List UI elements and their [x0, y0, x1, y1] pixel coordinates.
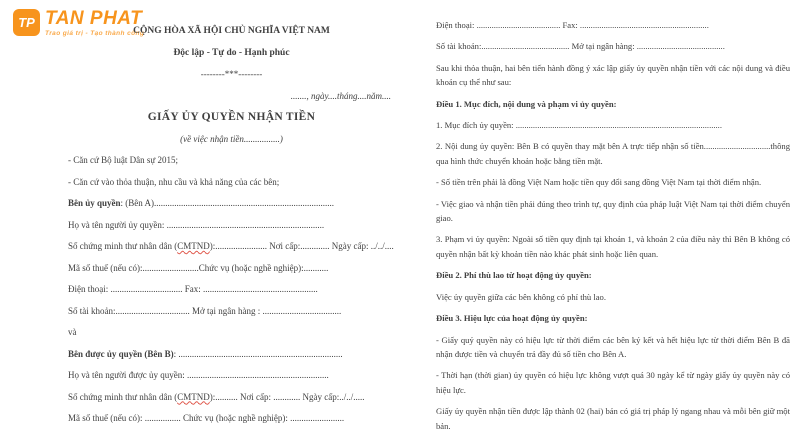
brand-name: TAN PHAT: [45, 8, 143, 29]
legal-ground-2: - Căn cứ vào thỏa thuận, nhu cầu và khả năng của các bên;: [68, 176, 280, 187]
id-fill: ):....................... Nơi cấp:............. Ngày cấp: ../../....: [209, 241, 394, 251]
article-2-body: Việc ủy quyền giữa các bên không có phí thù lao.: [436, 291, 606, 302]
header-divider: --------***--------: [200, 69, 263, 79]
party-b-id-line: [68, 387, 395, 409]
article-3-bullet-2: - Thời hạn (thời gian) ủy quyền có hiệu lực không vượt quá 30 ngày kể từ ngày giấy ủy quyền này có hiệu lực.: [436, 370, 790, 395]
tan-phat-logo-icon: TP: [13, 9, 40, 36]
party-b-label: Bên được ủy quyền (Bên B): [68, 348, 174, 359]
party-b-tax-line: Mã số thuế (nếu có): ................ Chức vụ (hoặc nghề nghiệp): ........................: [68, 413, 345, 423]
party-b-name-line: Họ và tên người được ủy quyền: ...............................................................: [68, 370, 329, 380]
party-a-phone-line: Điện thoại: ................................ Fax: ...................................................: [68, 284, 318, 294]
party-b-account-line: Số tài khoản:......................................... Mở tại ngân hàng: .........................................: [436, 41, 725, 52]
document-subtitle: (về việc nhận tiền................): [180, 133, 283, 144]
article-1-item-1: 1. Mục đích ủy quyền: ................................................................................................: [436, 120, 722, 131]
id-fill: ):.......... Nơi cấp: ............ Ngày cấp:../../.....: [209, 391, 365, 402]
agreement-intro: Sau khi thỏa thuận, hai bên tiến hành đồng ý xác lập giấy ủy quyền nhận tiền với các nội dung và điều khoản cụ thể như sau:: [436, 62, 790, 88]
document-title: GIẤY ỦY QUYỀN NHẬN TIỀN: [147, 111, 316, 123]
party-b-line: [68, 344, 395, 366]
brand-tagline: Trao giá trị - Tạo thành công: [45, 30, 145, 37]
closing-clause: Giấy ủy quyền nhận tiền được lập thành 02 (hai) bản có giá trị pháp lý ngang nhau và mỗi bên giữ một bản.: [436, 406, 790, 431]
document-page-left: [68, 21, 395, 430]
national-header-line1: CỘNG HÒA XÃ HỘI CHỦ NGHĨA VIỆT NAM: [133, 26, 330, 36]
article-3-title: Điều 3. Hiệu lực của hoạt động ủy quyền:: [436, 313, 588, 324]
party-a-line: [68, 193, 395, 215]
party-a-label: Bên ủy quyền: [68, 198, 121, 208]
legal-ground-1: - Căn cứ Bộ luật Dân sự 2015;: [68, 155, 178, 165]
document-page-right: [436, 18, 790, 440]
party-a-name-line: Họ và tên người ủy quyền: ......................................................................: [68, 219, 325, 230]
party-a-tax-line: Mã số thuế (nếu có):.........................Chức vụ (hoặc nghề nghiệp):...........: [68, 262, 329, 273]
article-1-item-2: 2. Nội dung ủy quyền: Bên B có quyền thay mặt bên A trực tiếp nhận số tiền...............................thông qua hình thức chuyển khoản hoặc bằng tiền mặt.: [436, 141, 790, 166]
id-label-prefix: Số chứng minh thư nhân dân (: [68, 241, 178, 251]
party-a-account-line: Số tài khoản:................................. Mở tại ngân hàng : ...................................: [68, 305, 342, 316]
conjunction-line: và: [68, 327, 77, 337]
article-1-bullet-1: - Số tiền trên phải là đồng Việt Nam hoặc tiền quy đổi sang đồng Việt Nam tại thời điểm nhận.: [436, 177, 762, 188]
article-1-title: Điều 1. Mục đích, nội dung và phạm vi ủy quyền:: [436, 98, 617, 109]
article-3-bullet-1: - Giấy quỷ quyền này có hiệu lực từ thời điểm các bên ký kết và hết hiệu lực từ thời điểm Bên B đã nhận được tiền và chuyển trả đầy đủ số tiền cho Bên A.: [436, 334, 790, 359]
cmtnd-abbrev: CMTND: [177, 241, 210, 251]
article-1-bullet-2: - Việc giao và nhận tiền phải đúng theo trình tự, quy định của pháp luật Việt Nam tại thời điểm chuyển giao.: [436, 198, 790, 224]
article-2-title: Điều 2. Phí thù lao từ hoạt động ủy quyền:: [436, 270, 592, 281]
party-b-phone-line: Điện thoại: ....................................... Fax: ............................................................: [436, 20, 709, 30]
party-a-id-line: [68, 236, 395, 258]
cmtnd-abbrev: CMTND: [177, 391, 210, 402]
party-a-fill: : (Bên A)................................................................................: [120, 198, 335, 208]
national-header-line2: Độc lập - Tự do - Hạnh phúc: [173, 47, 290, 58]
party-b-fill: : .........................................................................: [173, 348, 343, 359]
date-line: ......., ngày....tháng....năm....: [290, 90, 391, 101]
id-label-prefix: Số chứng minh thư nhân dân (: [68, 391, 178, 402]
article-1-item-3: 3. Phạm vi ủy quyền: Ngoài số tiền quy định tại khoản 1, và khoản 2 của điều này thì Bên B không có quyền nhận bất kỳ khoản tiền nào khác phát sinh hoặc liên quan.: [436, 234, 790, 259]
